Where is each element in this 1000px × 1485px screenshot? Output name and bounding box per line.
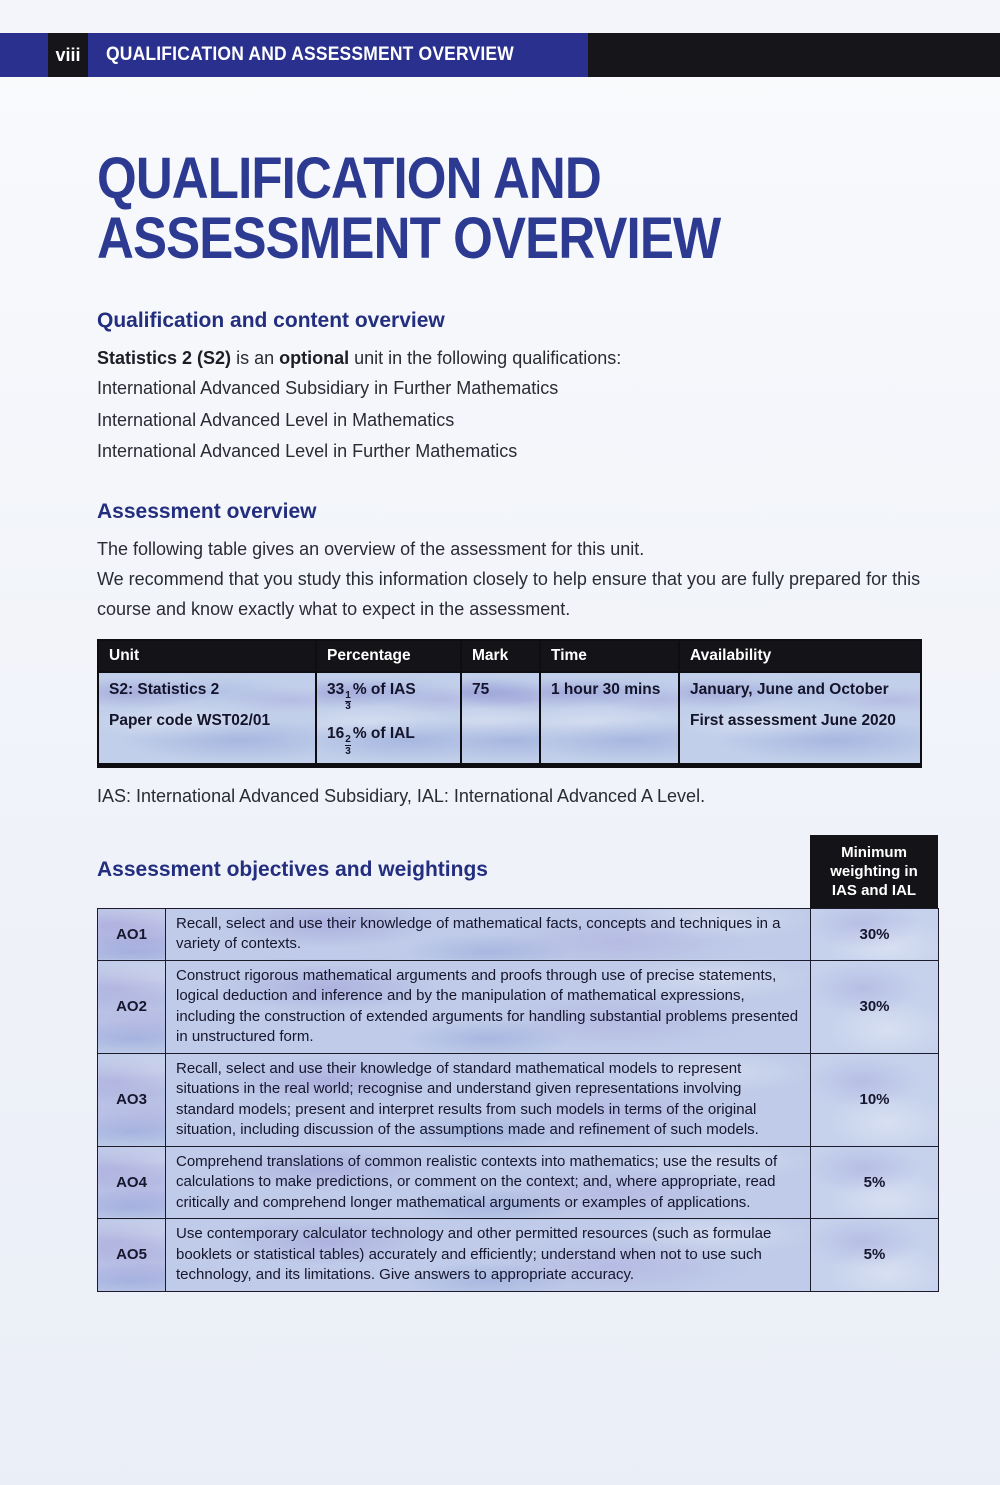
- page-title-line1: QUALIFICATION AND: [97, 146, 601, 211]
- running-head-bar: [0, 33, 1000, 77]
- col-header-mark: Mark: [461, 640, 540, 672]
- table-row-ao2: [98, 960, 939, 1053]
- qualification-item: International Advanced Subsidiary in Further Mathematics: [97, 378, 559, 398]
- paper-code: Paper code WST02/01: [109, 711, 271, 729]
- ao-weighting: 10%: [811, 1053, 939, 1146]
- ao-code: AO4: [98, 1146, 166, 1219]
- col-header-time: Time: [540, 640, 679, 672]
- ao-description: Comprehend translations of common realistic contexts into mathematics; use the results of calculations to make predictions, or comment on the context; and, where appropriate, read critically and comprehend longer mathematical arguments or examples of applications.: [166, 1146, 811, 1219]
- ao-weighting: 5%: [811, 1146, 939, 1219]
- table-row-ao1: [98, 908, 939, 960]
- ao-code: AO2: [98, 960, 166, 1053]
- col-header-percentage: Percentage: [316, 640, 461, 672]
- content-overview-intro: [97, 343, 938, 373]
- percentage-ial: 16 $\frac{2}{3}$ % of IAL: [327, 725, 415, 757]
- ao-weighting: 30%: [811, 960, 939, 1053]
- col-header-unit: Unit: [98, 640, 316, 672]
- ao-code: AO5: [98, 1219, 166, 1292]
- ao-description: Construct rigorous mathematical arguments and proofs through use of precise statements, logical deduction and inference and by the manipulation of mathematical expressions, including the construction of extended arguments for handling substantial problems presented in unstructured form.: [166, 960, 811, 1053]
- bar-right-segment: [588, 33, 1000, 77]
- qualification-item: International Advanced Level in Mathematics: [97, 409, 455, 430]
- running-head-title: [88, 33, 588, 77]
- ao-description: Use contemporary calculator technology and other permitted resources (such as formulae booklets or statistical tables) accurately and efficiently; understand when not to use such technology, and its limitations. Give answers to appropriate accuracy.: [166, 1219, 811, 1292]
- cell-percentage: [316, 672, 461, 766]
- ao-code: AO3: [98, 1053, 166, 1146]
- cell-mark: 75: [461, 672, 540, 766]
- fraction-one-third: $\frac{1}{3}$: [345, 689, 351, 712]
- first-assessment: First assessment June 2020: [690, 711, 896, 729]
- assessment-table: [97, 639, 922, 768]
- page-number: viii: [48, 33, 88, 77]
- table-row-ao3: [98, 1053, 939, 1146]
- cell-availability: [679, 672, 921, 766]
- unit-name: S2: Statistics 2: [109, 680, 220, 698]
- ao-weighting: 5%: [811, 1219, 939, 1292]
- col-header-availability: Availability: [679, 640, 921, 672]
- ao-code: AO1: [98, 908, 166, 960]
- content-overview-heading: Qualification and content overview: [97, 309, 445, 332]
- objectives-header-row: [97, 835, 938, 908]
- objectives-heading: Assessment objectives and weightings: [97, 857, 488, 881]
- assessment-overview-para1: The following table gives an overview of the assessment for this unit.: [97, 538, 645, 559]
- section-assessment-overview: [97, 500, 938, 624]
- ao-description: Recall, select and use their knowledge of standard mathematical models to represent situations in the real world; recognise and understand given representations involving standard models; present and interpret results from such models in terms of the original situation, including discussion of the assumptions made and refinement of such models.: [166, 1053, 811, 1146]
- intro-optional: optional: [279, 348, 350, 368]
- weighting-column-header: Minimum weighting in IAS and IAL: [810, 835, 938, 908]
- intro-unit-name: Statistics 2 (S2): [97, 348, 232, 368]
- table-row-ao4: [98, 1146, 939, 1219]
- ao-description: Recall, select and use their knowledge of mathematical facts, concepts and techniques in a variety of contexts.: [166, 908, 811, 960]
- running-head-title-text: QUALIFICATION AND ASSESSMENT OVERVIEW: [106, 44, 514, 65]
- fraction-two-thirds: $\frac{2}{3}$: [345, 734, 351, 757]
- cell-time: 1 hour 30 mins: [540, 672, 679, 766]
- assessment-overview-para2: We recommend that you study this information closely to help ensure that you are fully prepared for this course and know exactly what to expect in the assessment.: [97, 568, 921, 619]
- cell-unit: [98, 672, 316, 766]
- bar-left-segment: [0, 33, 48, 77]
- page-title-line2: ASSESSMENT OVERVIEW: [97, 206, 721, 271]
- ao-weighting: 30%: [811, 908, 939, 960]
- assessment-table-row: [98, 672, 921, 766]
- qualification-item: International Advanced Level in Further Mathematics: [97, 441, 518, 461]
- table-row-ao5: [98, 1219, 939, 1292]
- table-footnote: IAS: International Advanced Subsidiary, IAL: International Advanced A Level.: [97, 785, 706, 806]
- objectives-table: [97, 908, 939, 1292]
- assessment-table-header-row: [98, 640, 921, 672]
- availability-months: January, June and October: [690, 680, 889, 698]
- qualification-list: [97, 373, 938, 468]
- section-content-overview: [97, 309, 938, 468]
- page-title: [97, 146, 938, 271]
- intro-rest: unit in the following qualifications:: [349, 348, 622, 368]
- percentage-ias: 33 $\frac{1}{3}$ % of IAS: [327, 680, 416, 712]
- intro-mid: is an: [231, 348, 280, 368]
- assessment-overview-heading: Assessment overview: [97, 499, 317, 523]
- section-objectives: [97, 835, 938, 1292]
